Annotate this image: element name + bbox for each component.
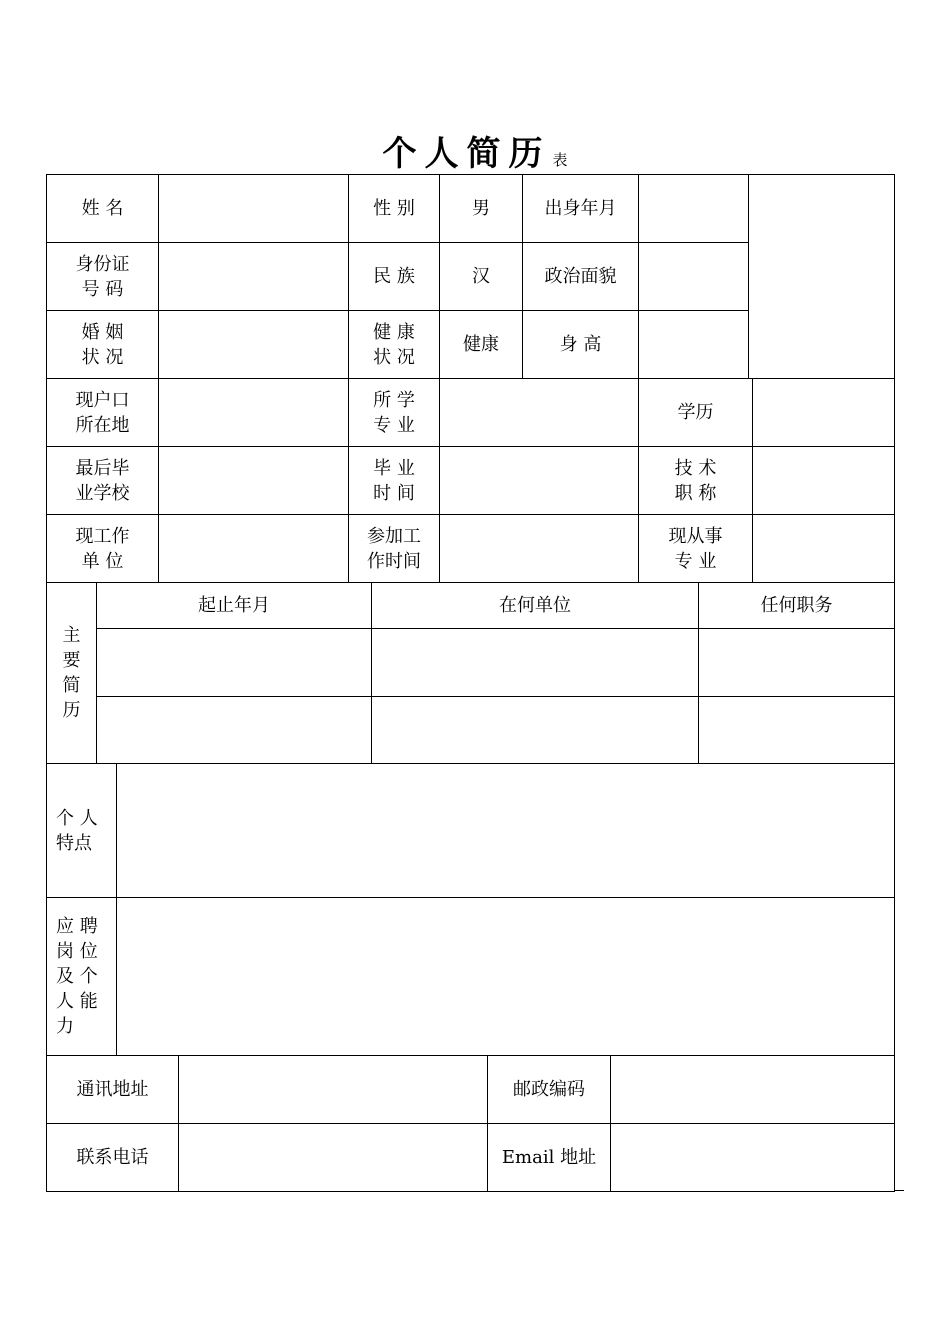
grad-time-label: 毕 业 时 间 [348, 446, 440, 515]
id-label: 身份证 号 码 [46, 242, 159, 311]
phone-field[interactable] [178, 1123, 488, 1192]
tech-title-label: 技 术 职 称 [638, 446, 753, 515]
table-edge-mark [894, 1190, 904, 1191]
education-label: 学历 [638, 378, 753, 447]
name-field[interactable] [158, 174, 349, 243]
birth-label: 出身年月 [522, 174, 639, 243]
postal-label: 邮政编码 [487, 1055, 611, 1124]
email-field[interactable] [610, 1123, 895, 1192]
political-label: 政治面貌 [522, 242, 639, 311]
history-row-2-position[interactable] [698, 696, 895, 764]
marital-field[interactable] [158, 310, 349, 379]
health-label: 健 康 状 况 [348, 310, 440, 379]
history-row-2-period[interactable] [96, 696, 372, 764]
phone-label: 联系电话 [46, 1123, 179, 1192]
history-row-2-unit[interactable] [371, 696, 699, 764]
gender-value[interactable]: 男 [439, 174, 523, 243]
title-suffix: 表 [552, 151, 568, 169]
employer-field[interactable] [158, 514, 349, 583]
id-field[interactable] [158, 242, 349, 311]
school-field[interactable] [158, 446, 349, 515]
history-header-unit: 在何单位 [371, 582, 699, 629]
school-label: 最后毕 业学校 [46, 446, 159, 515]
ability-field[interactable] [116, 897, 895, 1056]
postal-field[interactable] [610, 1055, 895, 1124]
major-field[interactable] [439, 378, 639, 447]
employer-label: 现工作 单 位 [46, 514, 159, 583]
title-main: 个人简历 [382, 134, 551, 174]
address-label: 通讯地址 [46, 1055, 179, 1124]
traits-field[interactable] [116, 763, 895, 898]
traits-label: 个 人 特点 [46, 763, 117, 898]
education-field[interactable] [752, 378, 895, 447]
residence-label: 现户口 所在地 [46, 378, 159, 447]
photo-area[interactable] [748, 174, 895, 379]
history-row-1-unit[interactable] [371, 628, 699, 697]
birth-field[interactable] [638, 174, 749, 243]
health-value[interactable]: 健康 [439, 310, 523, 379]
gender-label: 性 别 [348, 174, 440, 243]
height-label: 身 高 [522, 310, 639, 379]
ability-label: 应 聘 岗 位 及 个 人 能 力 [46, 897, 117, 1056]
email-label: Email 地址 [487, 1123, 611, 1192]
tech-title-field[interactable] [752, 446, 895, 515]
history-header-period: 起止年月 [96, 582, 372, 629]
political-field[interactable] [638, 242, 749, 311]
height-field[interactable] [638, 310, 749, 379]
address-field[interactable] [178, 1055, 488, 1124]
residence-field[interactable] [158, 378, 349, 447]
work-start-field[interactable] [439, 514, 639, 583]
history-row-1-position[interactable] [698, 628, 895, 697]
current-field-field[interactable] [752, 514, 895, 583]
current-field-label: 现从事 专 业 [638, 514, 753, 583]
name-label: 姓 名 [46, 174, 159, 243]
history-header-position: 任何职务 [698, 582, 895, 629]
work-start-label: 参加工 作时间 [348, 514, 440, 583]
ethnic-value[interactable]: 汉 [439, 242, 523, 311]
history-row-1-period[interactable] [96, 628, 372, 697]
grad-time-field[interactable] [439, 446, 639, 515]
major-label: 所 学 专 业 [348, 378, 440, 447]
marital-label: 婚 姻 状 况 [46, 310, 159, 379]
ethnic-label: 民 族 [348, 242, 440, 311]
history-section-label: 主 要 简 历 [46, 582, 97, 764]
